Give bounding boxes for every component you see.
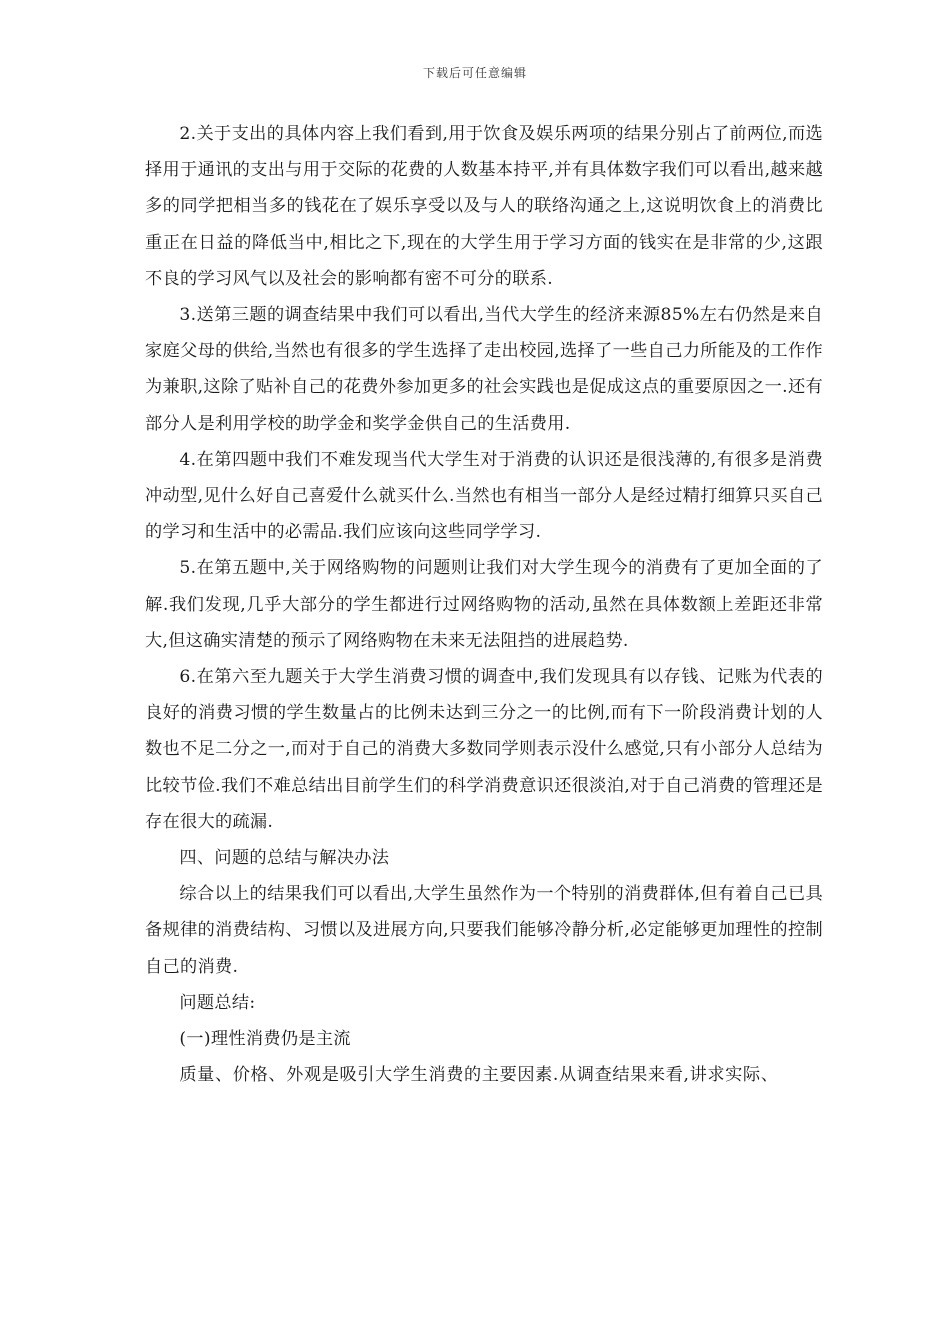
paragraph-consumption-habits: 6.在第六至九题关于大学生消费习惯的调查中,我们发现具有以存钱、记账为代表的良好的消费习惯的学生数量占的比例未达到三分之一的比例,而有下一阶段消费计划的人数也不足二分之一,而对于自己的消费大多数同学则表示没什么感觉,只有小部分人总结为比较节俭.我们不难总结出目前学生们的科学消费意识还很淡泊,对于自己消费的管理还是存在很大的疏漏. [145,667,823,832]
paragraph-expense-content: 2.关于支出的具体内容上我们看到,用于饮食及娱乐两项的结果分别占了前两位,而选择用于通讯的支出与用于交际的花费的人数基本持平,并有具体数字我们可以看出,越来越多的同学把相当多的钱花在了娱乐享受以及与人的联络沟通之上,这说明饮食上的消费比重正在日益的降低当中,相比之下,现在的大学生用于学习方面的钱实在是非常的少,这跟不良的学习风气以及社会的影响都有密不可分的联系. [145,124,823,289]
paragraph-quality-price: 质量、价格、外观是吸引大学生消费的主要因素.从调查结果来看,讲求实际、 [179,1065,779,1086]
subheading-rational-consumption: (一)理性消费仍是主流 [179,1029,351,1050]
paragraph-online-shopping: 5.在第五题中,关于网络购物的问题则让我们对大学生现今的消费有了更加全面的了解.我们发现,几乎大部分的学生都进行过网络购物的活动,虽然在具体数额上差距还非常大,但这确实清楚的预示了网络购物在未来无法阻挡的进展趋势. [145,558,823,651]
document-body [145,116,823,1093]
paragraph-consumption-awareness: 4.在第四题中我们不难发现当代大学生对于消费的认识还是很浅薄的,有很多是消费冲动型,见什么好自己喜爱什么就买什么.当然也有相当一部分人是经过精打细算只买自己的学习和生活中的必需品.我们应该向这些同学学习. [145,449,823,543]
page-header: 下载后可任意编辑 [422,66,527,80]
section-heading-summary: 四、问题的总结与解决办法 [179,848,390,869]
subheading-problem-summary: 问题总结: [179,992,256,1013]
paragraph-overview: 综合以上的结果我们可以看出,大学生虽然作为一个特别的消费群体,但有着自己已具备规律的消费结构、习惯以及进展方向,只要我们能够冷静分析,必定能够更加理性的控制自己的消费. [145,884,823,977]
paragraph-income-source: 3.送第三题的调查结果中我们可以看出,当代大学生的经济来源85%左右仍然是来自家庭父母的供给,当然也有很多的学生选择了走出校园,选择了一些自己力所能及的工作作为兼职,这除了贴补自己的花费外参加更多的社会实践也是促成这点的重要原因之一.还有部分人是利用学校的助学金和奖学金供自己的生活费用. [145,305,823,434]
